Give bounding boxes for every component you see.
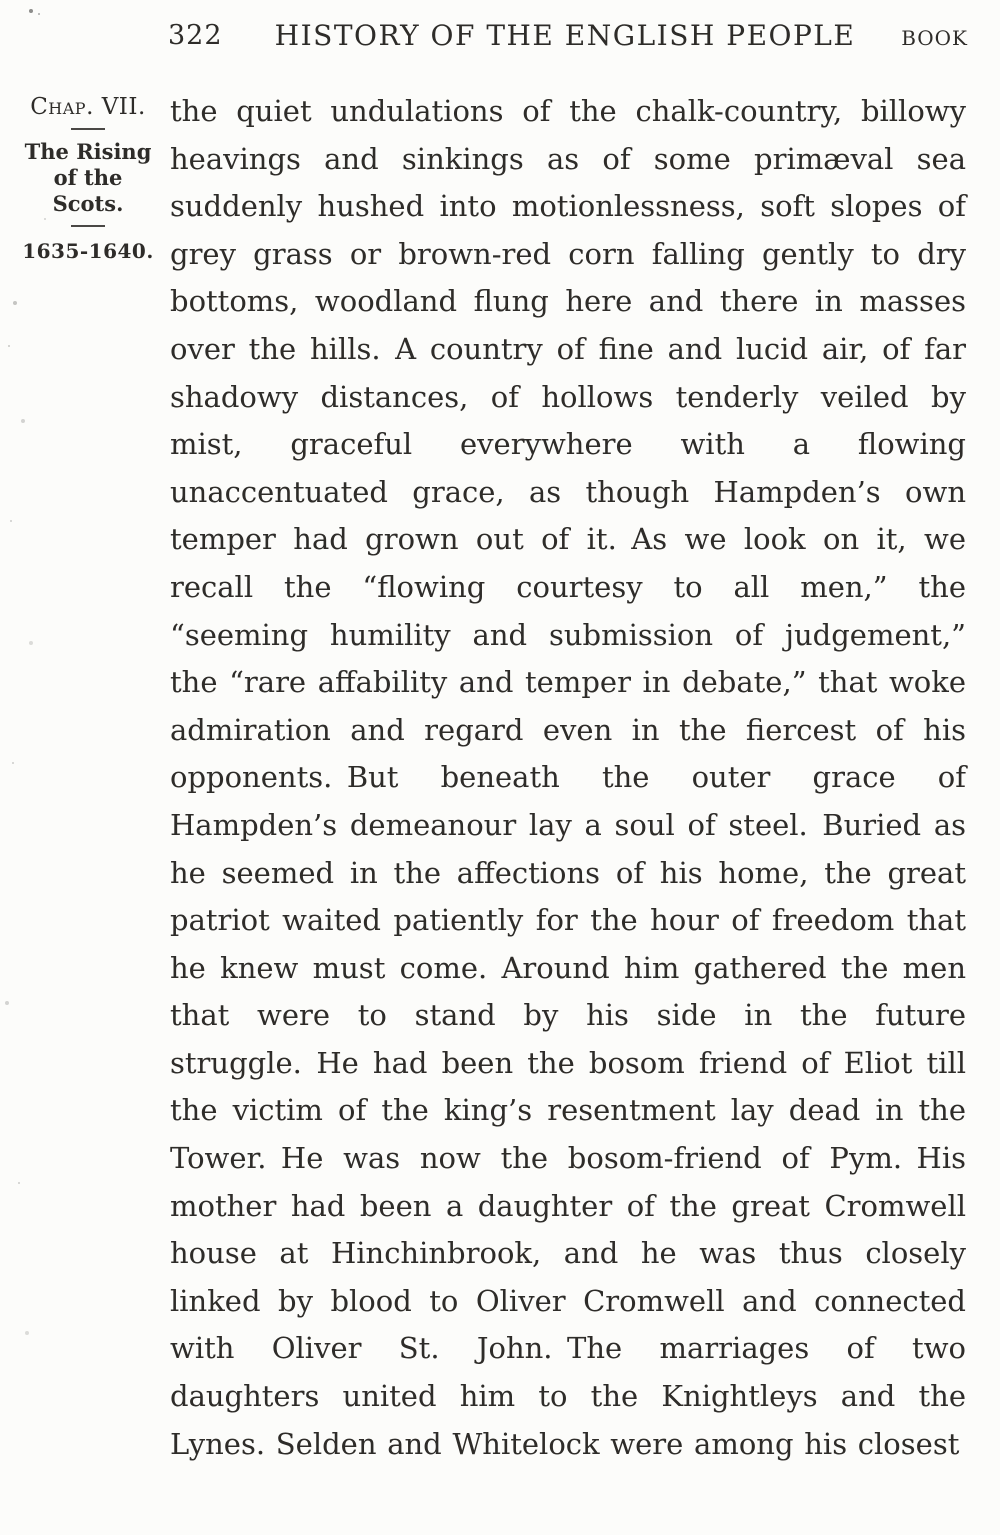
margin-note-title-line: The Rising — [24, 139, 152, 164]
running-head-title: HISTORY OF THE ENGLISH PEOPLE — [274, 19, 856, 52]
margin-note-title-line: of the — [53, 165, 123, 190]
scan-speckles — [0, 0, 2, 2]
margin-note-rule — [71, 128, 105, 130]
margin-note-chapter: Chap. VII. — [30, 94, 146, 120]
running-head-book-label: BOOK — [901, 26, 968, 50]
page-number: 322 — [168, 20, 223, 51]
margin-note-title-line: Scots. — [52, 191, 124, 216]
margin-note-section-title — [14, 139, 162, 217]
body-paragraph: the quiet undulations of the chalk-country, billowy heavings and sinkings as of some primæval sea suddenly hushed into motionlessness, soft slopes of grey grass or brown-red corn falling gently to dry bottoms, woodland flung here and there in masses over the hills. A country of fine and lucid air, of far shadowy distances, of hollows tenderly veiled by mist, graceful everywhere with a flowing unaccentuated grace, as though Hampden’s own temper had grown out of it. As we look on it, we recall the “flowing courtesy to all men,” the “seeming humility and submission of judgement,” the “rare affability and temper in debate,” that woke admiration and regard even in the fiercest of his opponents. But beneath the outer grace of Hampden’s demeanour lay a soul of steel. Buried as he seemed in the affections of his home, the great patriot waited patiently for the hour of freedom that he knew must come. Around him gathered the men that were to stand by his side in the future struggle. He had been the bosom friend of Eliot till the victim of the king’s resentment lay dead in the Tower. He was now the bosom-friend of Pym. His mother had been a daughter of the great Cromwell house at Hinchinbrook, and he was thus closely linked by blood to Oliver Cromwell and connected with Oliver St. John. The marriages of two daughters united him to the Knightleys and the Lynes. Selden and Whitelock were among his closest — [170, 94, 966, 1461]
margin-notes — [14, 94, 162, 263]
margin-note-dates: 1635-1640. — [22, 239, 154, 263]
margin-note-rule — [71, 225, 105, 227]
body-text-column — [170, 88, 966, 1468]
